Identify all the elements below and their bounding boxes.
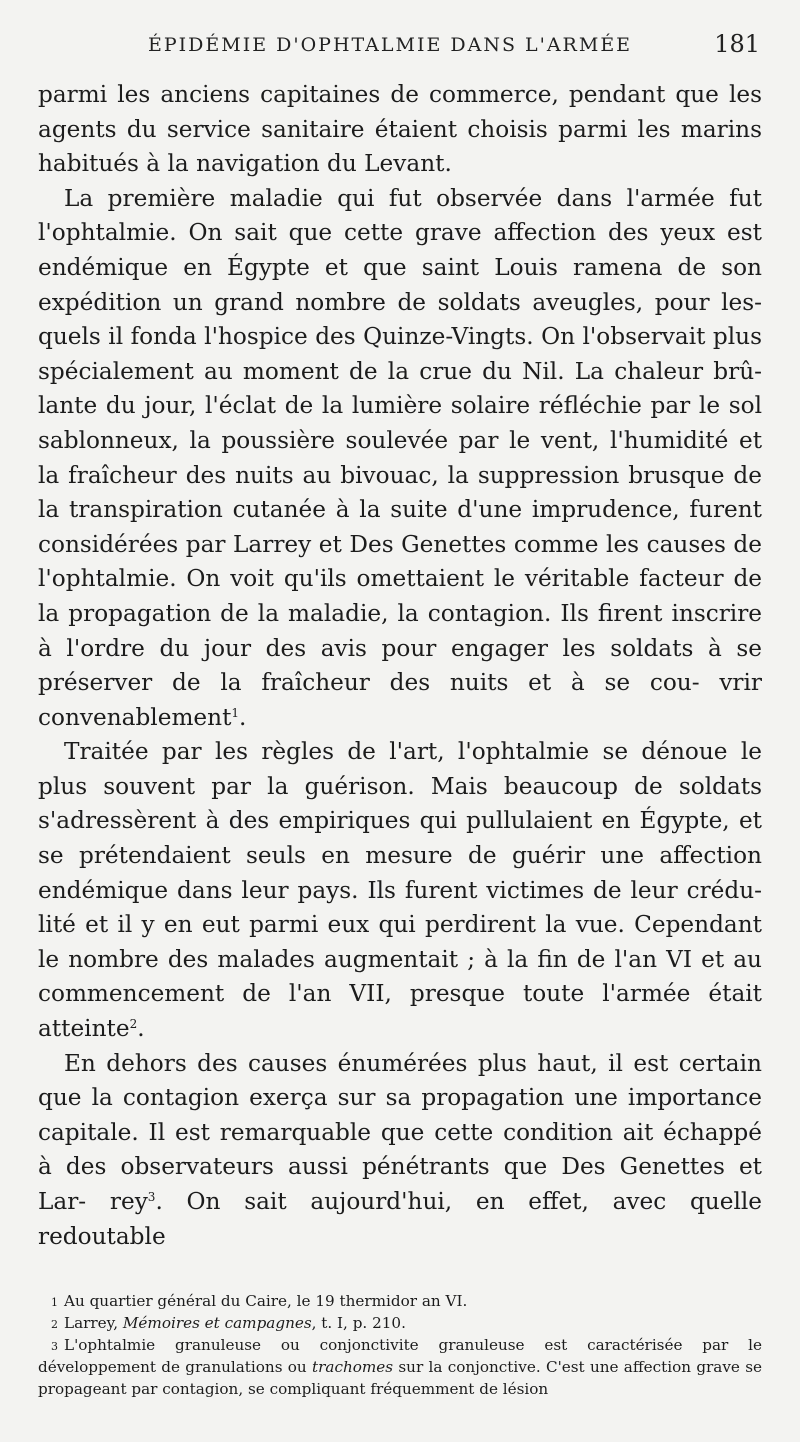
text-line: causes de l'ophtalmie. On voit qu'ils omettaient le véritable xyxy=(38,530,763,593)
text-line: rey xyxy=(109,1188,148,1215)
text-line: de la transpiration cutanée à la suite d'une imprudence, xyxy=(38,461,762,524)
footnote-number: 2 xyxy=(51,1318,58,1331)
page-header xyxy=(0,26,800,66)
text-line: commencement de l'an VII, presque toute l'armée était xyxy=(38,980,762,1008)
text-line: furent considérées par Larrey et Des Genettes comme les xyxy=(38,496,762,558)
text-line: facteur de la propagation de la maladie, la contagion. Ils xyxy=(38,565,763,627)
text-line: firent inscrire à l'ordre du jour des avis pour engager les xyxy=(38,599,763,662)
text-line: On sait aujourd'hui, en effet, avec quelle redoutable xyxy=(38,1188,763,1250)
text-line: endémique en Égypte et que saint Louis ramena de son xyxy=(38,253,762,281)
footnote-number: 1 xyxy=(51,1296,58,1309)
text-line: plus souvent par la guérison. Mais beaucoup de soldats xyxy=(38,772,762,800)
text-line: En dehors des causes énumérées plus haut, il est certain xyxy=(64,1049,762,1077)
footnote-ref-2: 2 xyxy=(129,1017,138,1032)
footnote-number: 3 xyxy=(51,1340,58,1353)
text-line: spécialement au moment de la crue du Nil. La chaleur brû- xyxy=(38,357,762,385)
text-line: La première maladie qui fut observée dans l'armée fut xyxy=(64,184,762,212)
text-line: sol sablonneux, la poussière soulevée par le vent, l'humidité xyxy=(38,392,762,454)
footnote-text: L'ophtalmie granuleuse ou conjonctivite granuleuse est caractérisée par le développement de granulations ou xyxy=(38,1336,762,1376)
page-number: 181 xyxy=(714,30,760,58)
text-line: lité et il y en eut parmi eux qui perdirent la vue. Cependant xyxy=(38,911,762,939)
text-line: Traitée par les règles de l'art, l'ophtalmie se dénoue le xyxy=(64,738,762,766)
running-title: ÉPIDÉMIE D'OPHTALMIE DANS L'ARMÉE xyxy=(148,34,633,56)
text-line: lante du jour, l'éclat de la lumière solaire réfléchie par le xyxy=(38,392,721,420)
text-line: se prétendaient seuls en mesure de guérir une affection xyxy=(38,842,762,870)
paragraph-1 xyxy=(38,78,762,182)
term-italic: trachomes xyxy=(312,1358,394,1376)
paragraph-2: La première maladie qui fut observée dans l'armée fut l'ophtalmie. On sait que cette grave affection des yeux est endémique en Égypte et que saint Louis ramena de son expédition un grand nombre de soldats aveugles, pour les- quels il fonda l'hospice des Quinze-Vingts. On l'observait plus spécialement au moment de la crue du Nil. La chaleur brû- lante du jour, l'éclat de la lumière solaire réfléchie par le sol sablonneux, la poussière soulevée par le vent, l'humidité et la fraîcheur des nuits au bivouac, la suppression brusque de la transpiration cutanée à la suite d'une imprudence, furent considérées par Larrey et Des Genettes comme les causes de l'ophtalmie. On voit qu'ils omettaient le véritable facteur de la propagation de la maladie, la contagion. Ils firent inscrire à l'ordre du jour des avis pour engager les soldats à se préserver de la fraîcheur des nuits et à se cou- vrir convenablement$^1$. xyxy=(38,184,763,731)
footnote-1 xyxy=(38,1290,762,1312)
text-line: l'ophtalmie. On sait que cette grave affection des yeux est xyxy=(38,219,762,247)
text-line: soldats à se préserver de la fraîcheur des nuits et à se cou- xyxy=(38,634,762,697)
text-line: vrir convenablement xyxy=(38,669,763,731)
footnote-ref-1: 1 xyxy=(231,705,240,720)
text-line: atteinte xyxy=(38,1015,130,1043)
footnote-text: Au quartier général du Caire, le 19 thermidor an VI. xyxy=(64,1292,468,1310)
footnotes xyxy=(38,1290,762,1400)
text-line: le nombre des malades augmentait ; à la fin de l'an VI et au xyxy=(38,945,762,973)
footnote-2 xyxy=(38,1312,762,1334)
text-line: parmi les anciens capitaines de commerce, pendant que les xyxy=(38,81,762,108)
text-line: quels il fonda l'hospice des Quinze-Vingts. On l'observait plus xyxy=(38,323,762,351)
main-text xyxy=(38,78,762,1254)
text-line: habitués à la navigation du Levant. xyxy=(38,150,452,178)
text-line: capitale. Il est remarquable que cette condition ait échappé xyxy=(38,1118,762,1146)
footnote-text: sur la conjonctive. C'est une affection grave se propageant par contagion, se compliquant fréquemment de lésion xyxy=(38,1358,763,1398)
footnote-text: Larrey, xyxy=(64,1314,123,1332)
text-line: expédition un grand nombre de soldats aveugles, pour les- xyxy=(38,288,762,316)
paragraph-3: Traitée par les règles de l'art, l'ophtalmie se dénoue le plus souvent par la guérison. Mais beaucoup de soldats s'adressèrent à des empiriques qui pullulaient en Égypte, et se prétendaient seuls en mesure de guérir une affection endémique dans leur pays. Ils furent victimes de leur crédu- lité et il y en eut parmi eux qui perdirent la vue. Cependant le nombre des malades augmentait ; à la fin de l'an VI et au commencement de l'an VII, presque toute l'armée était atteinte$^2$. xyxy=(38,738,762,1043)
text-line: endémique dans leur pays. Ils furent victimes de leur crédu- xyxy=(38,876,762,904)
book-title: Mémoires et campagnes xyxy=(122,1314,312,1332)
text-line: et la fraîcheur des nuits au bivouac, la suppression brusque xyxy=(38,426,763,489)
text-line: agents du service sanitaire étaient choisis parmi les marins xyxy=(38,115,762,143)
text-line: s'adressèrent à des empiriques qui pullulaient en Égypte, et xyxy=(38,807,762,835)
text-line: à des observateurs aussi pénétrants que Des Genettes et Lar- xyxy=(38,1153,762,1215)
paragraph-4: En dehors des causes énumérées plus haut, il est certain que la contagion exerça sur sa propagation une importance capitale. Il est remarquable que cette condition ait échappé à des observateurs aussi pénétrants que Des Genettes et Lar- rey$^3$. On sait aujourd'hui, en effet, avec quelle redoutable xyxy=(38,1049,763,1250)
text-line: que la contagion exerça sur sa propagation une importance xyxy=(38,1084,762,1112)
footnote-text: , t. I, p. 210. xyxy=(311,1314,406,1332)
footnote-ref-3: 3 xyxy=(147,1190,156,1204)
footnote-3 xyxy=(38,1334,762,1400)
